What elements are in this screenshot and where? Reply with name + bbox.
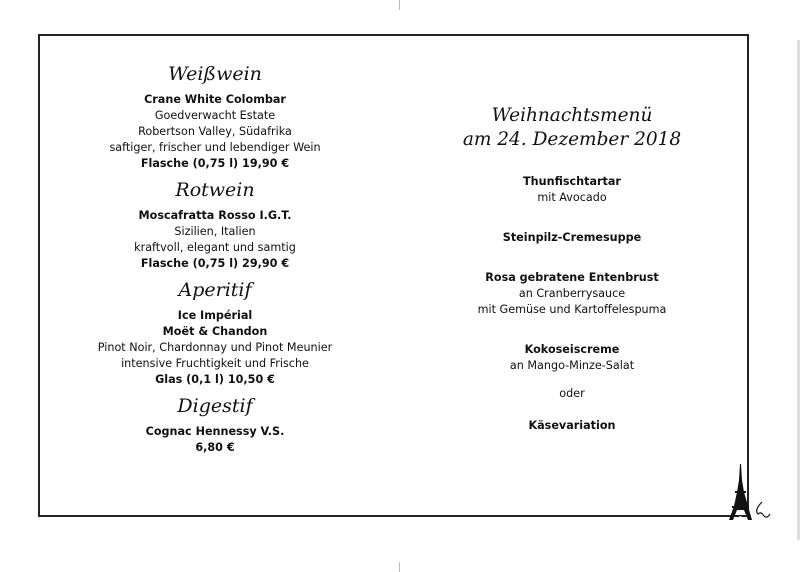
wine-detail: Robertson Valley, Südafrika [138,125,292,138]
section-rotwein [80,178,350,272]
course-item [432,230,712,246]
drinks-column [80,62,350,462]
section-aperitif [80,278,350,388]
wine-detail: Goedverwacht Estate [154,109,276,122]
course-item [432,418,712,434]
eiffel-tower-icon [728,462,772,522]
course-detail: mit Avocado [537,191,607,204]
course-detail: an Cranberrysauce [518,287,626,300]
course-item [432,174,712,206]
fold-mark-bottom [399,562,400,572]
drink-detail: Pinot Noir, Chardonnay und Pinot Meunier [97,341,333,354]
wine-price: Flasche (0,75 l) 19,90 € [140,157,290,170]
section-weisswein [80,62,350,172]
course-item [432,342,712,374]
wine-detail: Sizilien, Italien [174,225,256,238]
or-separator: oder [559,387,585,400]
section-digestif [80,394,350,456]
menu-title: Weihnachtsmenü [491,105,653,126]
course-name: Steinpilz-Cremesuppe [502,231,642,244]
course-detail: mit Gemüse und Kartoffelespuma [477,303,667,316]
drink-producer: Moët & Chandon [162,325,268,338]
wine-detail: kraftvoll, elegant und samtig [134,241,296,254]
course-name: Thunfischtartar [523,175,621,188]
course-name: Rosa gebratene Entenbrust [485,271,659,284]
section-heading: Rotwein [175,179,255,201]
drink-price: Glas (0,1 l) 10,50 € [155,373,275,386]
drink-detail: intensive Fruchtigkeit und Frische [121,357,309,370]
drink-price: 6,80 € [195,441,235,454]
section-heading: Weißwein [168,63,262,85]
section-heading: Digestif [177,395,253,417]
wine-detail: saftiger, frischer und lebendiger Wein [109,141,321,154]
christmas-menu-column [432,104,712,434]
wine-name: Moscafratta Rosso I.G.T. [138,209,292,222]
course-name: Kokoseiscreme [524,343,620,356]
drink-name: Cognac Hennessy V.S. [145,425,285,438]
course-detail: an Mango-Minze-Salat [509,359,635,372]
menu-date: am 24. Dezember 2018 [462,129,682,150]
wine-name: Crane White Colombar [144,93,286,106]
drink-name: Ice Impérial [177,309,253,322]
section-heading: Aperitif [178,279,252,301]
course-name: Käsevariation [528,419,616,432]
course-item [432,270,712,318]
wine-price: Flasche (0,75 l) 29,90 € [140,257,290,270]
fold-mark-top [399,0,400,10]
